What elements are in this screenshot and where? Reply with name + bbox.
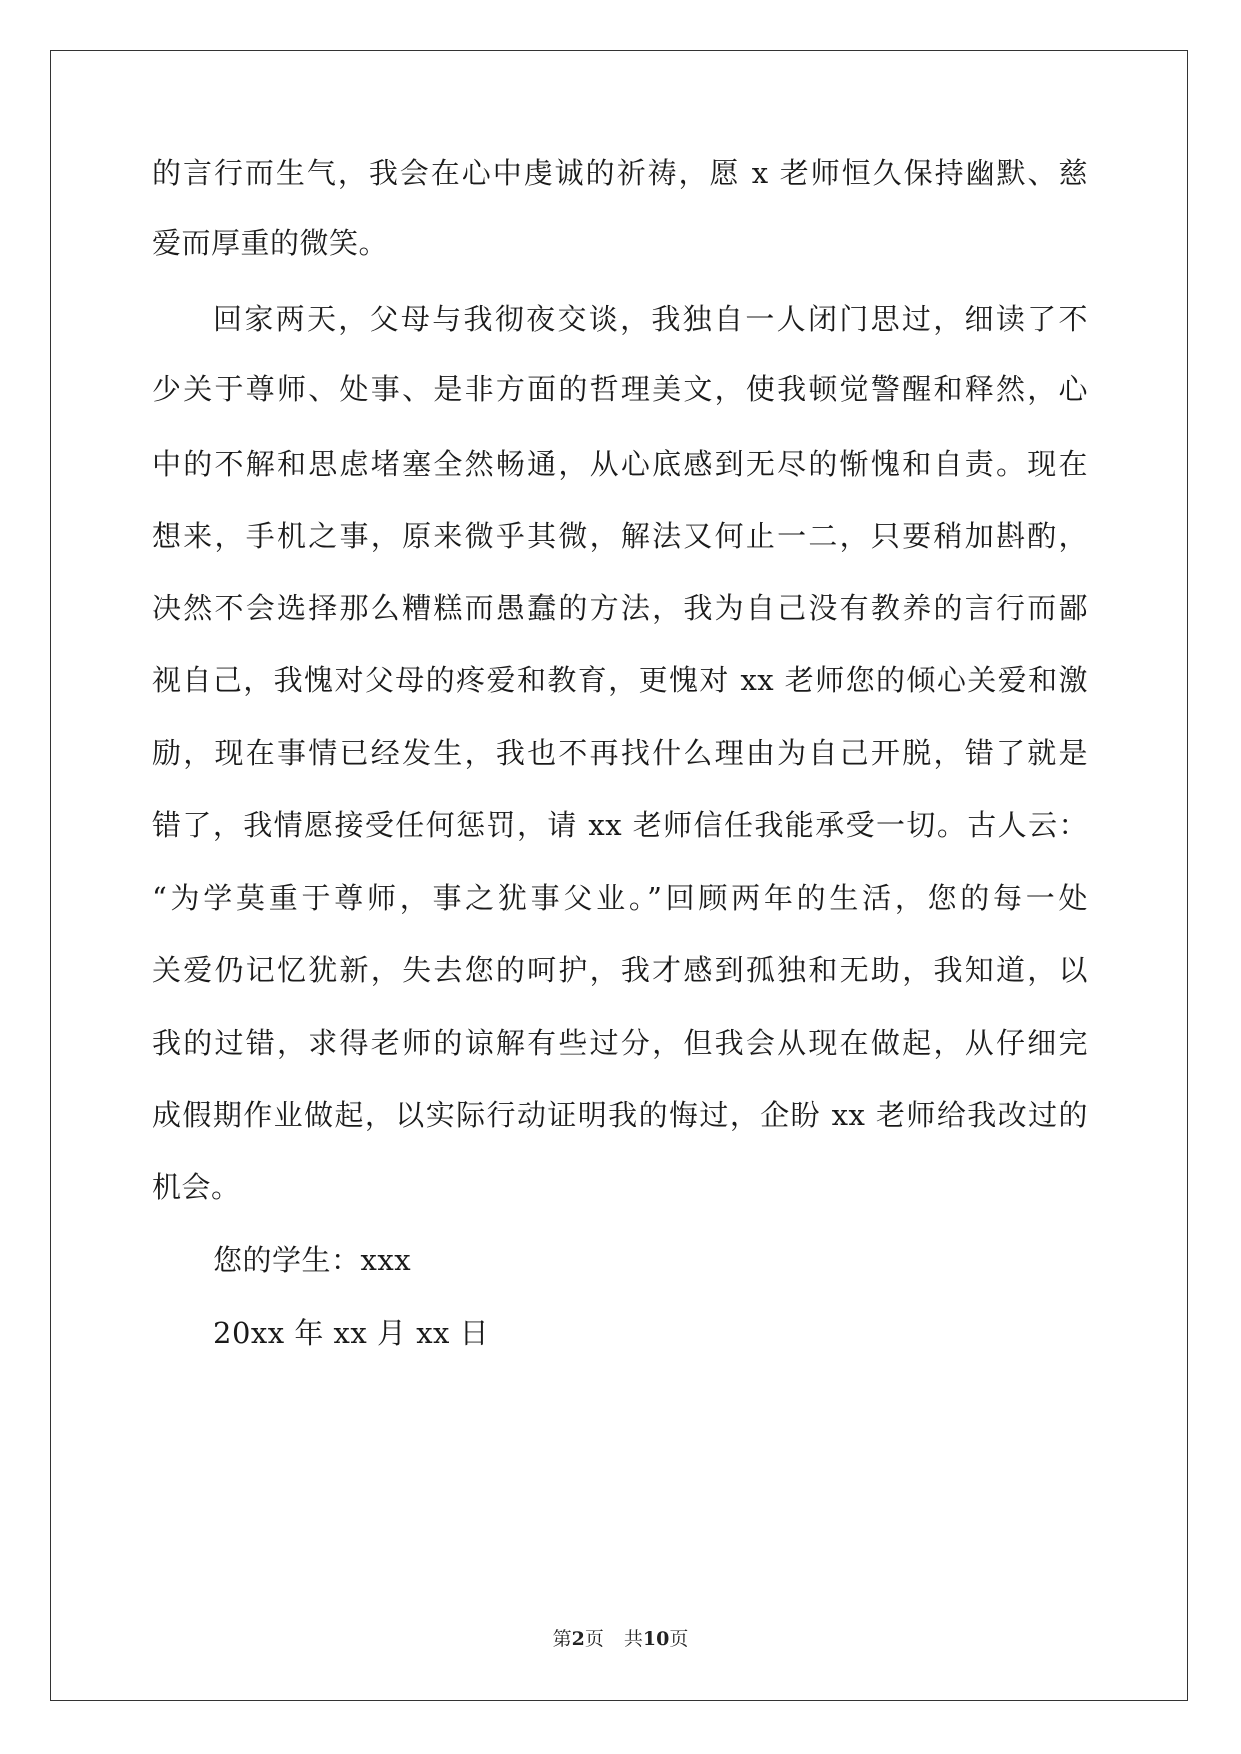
page-total-suffix: 页	[669, 1628, 689, 1650]
page-number-prefix: 第	[552, 1628, 572, 1650]
paragraph-first-line: 回家两天，父母与我彻夜交谈，我独自一人闭门思过，细读了不	[213, 302, 1088, 336]
date: 20xx 年 xx 月 xx 日	[213, 1316, 490, 1350]
page-number-total: 10	[642, 1628, 670, 1650]
text-line: 少关于尊师、处事、是非方面的哲理美文，使我顿觉警醒和释然，心	[152, 372, 1088, 406]
text-line: 想来，手机之事，原来微乎其微，解法又何止一二，只要稍加斟酌，	[152, 519, 1088, 553]
text-line: 机会。	[152, 1170, 241, 1204]
text-line: 爱而厚重的微笑。	[152, 226, 389, 260]
page-number-suffix: 页	[584, 1628, 604, 1650]
text-line: 视自己，我愧对父母的疼爱和教育，更愧对 xx 老师您的倾心关爱和激	[152, 663, 1088, 697]
text-line: 成假期作业做起，以实际行动证明我的悔过，企盼 xx 老师给我改过的	[152, 1098, 1088, 1132]
signature: 您的学生：xxx	[213, 1243, 412, 1277]
text-line: 的言行而生气，我会在心中虔诚的祈祷，愿 x 老师恒久保持幽默、慈	[152, 156, 1088, 190]
text-line: 我的过错，求得老师的谅解有些过分，但我会从现在做起，从仔细完	[152, 1026, 1088, 1060]
text-line: “为学莫重于尊师，事之犹事父业。”回顾两年的生活，您的每一处	[152, 881, 1088, 915]
page-footer	[0, 1628, 1241, 1650]
page-number-current: 2	[571, 1628, 585, 1650]
text-line: 中的不解和思虑堵塞全然畅通，从心底感到无尽的惭愧和自责。现在	[152, 447, 1088, 481]
page-frame	[50, 50, 1188, 1701]
text-line: 励，现在事情已经发生，我也不再找什么理由为自己开脱，错了就是	[152, 736, 1088, 770]
page-total-prefix: 共	[623, 1628, 643, 1650]
text-line: 错了，我情愿接受任何惩罚，请 xx 老师信任我能承受一切。古人云：	[152, 808, 1088, 842]
text-line: 关爱仍记忆犹新，失去您的呵护，我才感到孤独和无助，我知道，以	[152, 953, 1088, 987]
text-line: 决然不会选择那么糟糕而愚蠢的方法，我为自己没有教养的言行而鄙	[152, 591, 1088, 625]
